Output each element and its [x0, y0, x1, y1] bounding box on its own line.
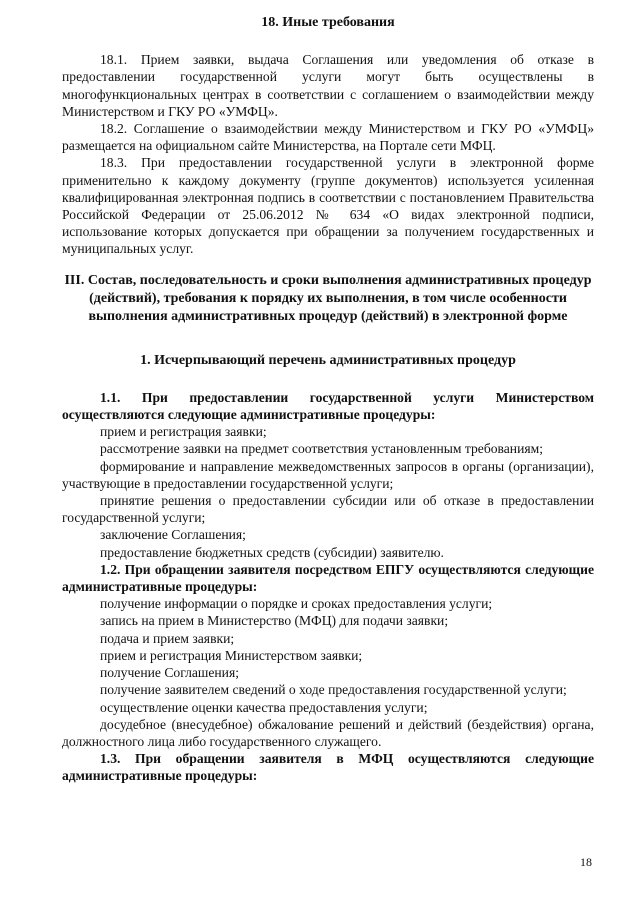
list-item: получение Соглашения;	[100, 665, 239, 681]
list-item: прием и регистрация Министерством заявки;	[100, 647, 363, 663]
paragraph-18-3: 18.3. При предоставлении государственной услуги в электронной форме применительно к каждому документу (группе документов) используется усиленная квалифицированная электронная подпись в соответствии с постановлением Правительства Российской Федерации от 25.06.2012 № 634 «О видах электронной подписи, использование которых допускается при обращении за получением государственных и муниципальных услуг.	[62, 155, 594, 257]
section-18-heading: 18. Иные требования	[261, 15, 395, 30]
section-3-title: III. Состав, последовательность и сроки выполнения административных процедур (действий), требования к порядку их выполнения, в том числе особенности выполнения административных процедур (действий) в электронной форме	[64, 272, 592, 324]
paragraph-1-1-heading: 1.1. При предоставлении государственной услуги Министерством осуществляются следующие административные процедуры:	[62, 389, 594, 423]
list-item: заключение Соглашения;	[100, 527, 246, 543]
paragraph-18-1: 18.1. Прием заявки, выдача Соглашения или уведомления об отказе в предоставлении государственной услуги могут быть осуществлены в многофункциональных центрах в соответствии с соглашением о взаимодействии между Министерством и ГКУ РО «УМФЦ».	[62, 52, 594, 119]
list-1-1	[62, 423, 594, 561]
list-item: принятие решения о предоставлении субсидии или об отказе в предоставлении государственной услуги;	[62, 493, 594, 526]
page-number: 18	[580, 855, 592, 869]
list-item: получение информации о порядке и сроках предоставления услуги;	[100, 596, 493, 612]
list-item: осуществление оценки качества предоставления услуги;	[100, 699, 428, 715]
list-item: получение заявителем сведений о ходе предоставления государственной услуги;	[100, 682, 567, 698]
paragraph-1-2-heading: 1.2. При обращении заявителя посредством ЕПГУ осуществляются следующие административные процедуры:	[62, 561, 594, 595]
paragraph-18-2: 18.2. Соглашение о взаимодействии между Министерством и ГКУ РО «УМФЦ» размещается на официальном сайте Министерства, на Портале сети МФЦ.	[62, 121, 594, 154]
document-page	[62, 14, 594, 785]
list-item: формирование и направление межведомственных запросов в органы (организации), участвующие в предоставлении государственной услуги;	[62, 458, 594, 491]
list-item: запись на прием в Министерство (МФЦ) для подачи заявки;	[100, 613, 449, 629]
list-item: рассмотрение заявки на предмет соответствия установленным требованиям;	[100, 441, 543, 457]
list-item: досудебное (внесудебное) обжалование решений и действий (бездействия) органа, должностного лица либо государственного служащего.	[62, 716, 594, 749]
list-item: подача и прием заявки;	[100, 630, 235, 646]
list-item: прием и регистрация заявки;	[100, 424, 267, 440]
list-1-2	[62, 595, 594, 750]
list-item: предоставление бюджетных средств (субсидии) заявителю.	[100, 544, 444, 560]
subheading-procedures-list: 1. Исчерпывающий перечень административных процедур	[140, 352, 516, 368]
paragraph-1-3-heading: 1.3. При обращении заявителя в МФЦ осуществляются следующие административные процедуры:	[62, 751, 594, 784]
